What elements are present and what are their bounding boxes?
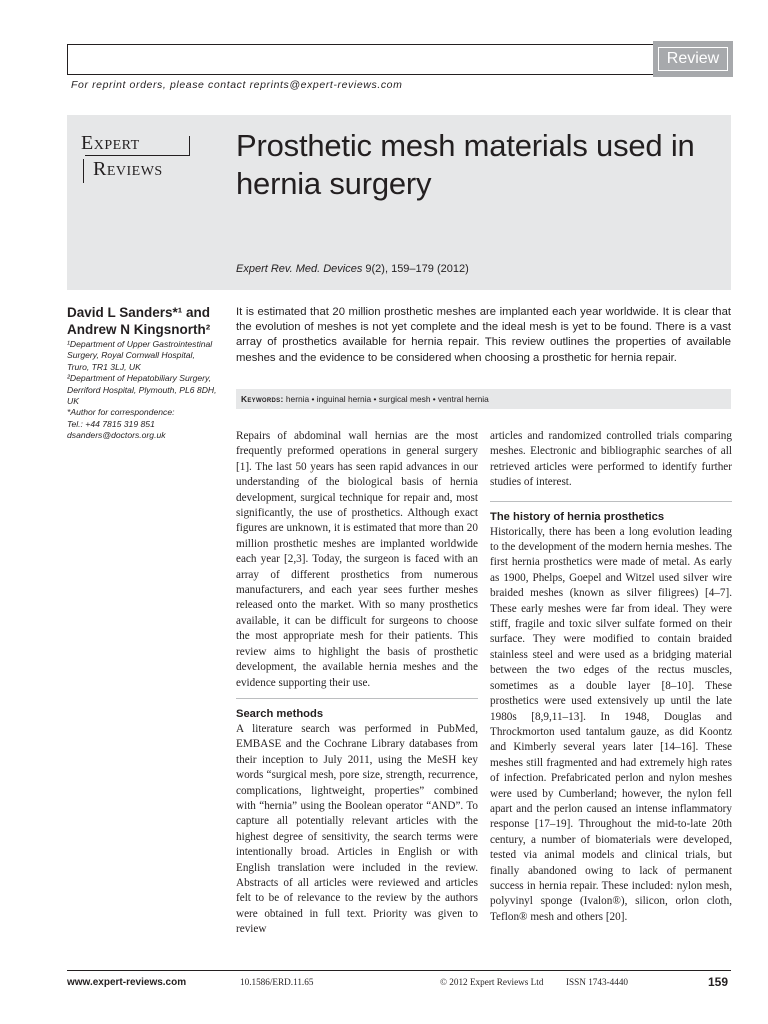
body-column-right: [490, 429, 732, 925]
author-block: [67, 304, 227, 442]
section-heading: Search methods: [236, 698, 478, 722]
affiliation-line: Truro, TR1 3LJ, UK: [67, 361, 141, 372]
affiliation-line: UK: [67, 396, 79, 407]
page-number: 159: [708, 975, 729, 989]
abstract: It is estimated that 20 million prosthetic meshes are implanted each year worldwide. It is clear that the evolution of meshes is not yet complete and the ideal mesh is yet to be found. There is a vast array of prosthetics available for hernia repair. This review outlines the properties of available meshes and the evidence to be considered when choosing a prosthetic for hernia repair.: [236, 306, 731, 364]
keywords-label: Keywords:: [241, 394, 284, 404]
author-name: Andrew N Kingsnorth²: [67, 322, 211, 337]
citation-volume: 9(2), 159–179 (2012): [362, 263, 469, 275]
keywords-bar: [236, 389, 731, 409]
affiliation-line: Derriford Hospital, Plymouth, PL6 8DH,: [67, 384, 217, 395]
citation-journal: Expert Rev. Med. Devices: [236, 263, 363, 275]
affiliation-line: *Author for correspondence:: [67, 407, 175, 418]
footer-website-link[interactable]: www.expert-reviews.com: [67, 977, 187, 988]
article-type-label: Review: [658, 47, 728, 71]
logo-word-reviews: Reviews: [93, 158, 163, 180]
history-paragraph: Historically, there has been a long evolution leading to the development of the modern hernia meshes. The first hernia prosthetics were made of metal. As early as 1900, Phelps, Goepel and Witzel used silver wire braided meshes (known as silver filigrees) [4–7]. These early meshes were far from ideal. They were stiff, fragile and toxic silver sulfate formed on their surface. They were modified to contain braided stainless steel and were used as a bridging material between the two edges of the rectus muscles, sometimes as a double layer [8–10]. These prosthetics were used extensively up until the late 1980s [8,9,11–13]. In 1948, Douglas and Throckmorton used tantalum gauze, as did Koontz and Kimberly several years later [14–16]. These meshes still fragmented and had extremely high rates of infection. Prefabricated perlon and nylon meshes were used by Cumberland; however, the nylon fell apart and the perlon caused an intense inflammatory response [17–19]. Throughout the mid-to-late 20th century, a number of biomaterials were developed, tested via animal models and clinical trials, but finally abandoned owing to lack of permanent success in hernia repair. These included: nylon mesh, polyvinyl sponge (Ivalon®), silicon, orlon cloth, Teflon® mesh and others [20].: [490, 525, 732, 923]
search-methods-paragraph: A literature search was performed in PubMed, EMBASE and the Cochrane Library databases from their inception to July 2011, using the MeSH key words “surgical mesh, pore size, strength, recurrence, complications, lightweight, properties” combined with “hernia” using the Boolean operator “AND”. To capture all potentially relevant articles with the highest degree of sensitivity, the search terms were intentionally broad. Articles in English or with English translation were included in the review. Abstracts of all articles were reviewed and articles felt to be of relevance to the review by the authors were obtained in full text. Priority was given to review: [236, 722, 478, 936]
footer-copyright: © 2012 Expert Reviews Ltd: [440, 977, 544, 987]
journal-logo: [81, 132, 199, 186]
logo-word-expert: Expert: [81, 132, 140, 154]
article-title: Prosthetic mesh materials used in hernia surgery: [236, 128, 695, 201]
footer-rule: [67, 970, 731, 971]
affiliations: [67, 339, 227, 442]
keywords-list: hernia • inguinal hernia • surgical mesh • ventral hernia: [285, 394, 489, 404]
affiliation-line: Surgery, Royal Cornwall Hospital,: [67, 350, 195, 361]
citation: [236, 263, 469, 275]
affiliation-line: Tel.: +44 7815 319 851: [67, 418, 155, 429]
title-banner: [67, 115, 731, 290]
reprint-notice: For reprint orders, please contact reprints@expert-reviews.com: [71, 79, 403, 91]
author-names: [67, 304, 227, 338]
section-heading: The history of hernia prosthetics: [490, 501, 732, 525]
header-frame: [67, 44, 730, 75]
footer-issn: ISSN 1743-4440: [566, 977, 629, 987]
correspondence-email[interactable]: dsanders@doctors.org.uk: [67, 430, 166, 441]
continuation-paragraph: articles and randomized controlled trials comparing meshes. Electronic and bibliographic searches of all retrieved articles were performed to identify further studies of interest.: [490, 430, 732, 489]
affiliation-line: ²Department of Hepatobiliary Surgery,: [67, 373, 212, 384]
footer-doi: 10.1586/ERD.11.65: [240, 977, 314, 987]
author-name: David L Sanders*¹ and: [67, 305, 211, 320]
intro-paragraph: Repairs of abdominal wall hernias are the most frequently preformed operations in general surgery [1]. The last 50 years has seen rapid advances in our understanding of the biological basis of hernia development, surgical technique for repair and, most significantly, the use of prosthetics. Although exact figures are unknown, it is estimated that more than 20 million prosthetic meshes are implanted worldwide each year [2,3]. Today, the surgeon is faced with an array of different prosthetics from numerous manufacturers, and each year sees further meshes released onto the market. With so many prosthetics available, it can be difficult for surgeons to choose the most appropriate mesh for their patients. This review aims to highlight the basis of prosthetic development, the available hernia meshes and the evidence supporting their use.: [236, 430, 478, 689]
article-type-tab: [653, 41, 733, 77]
affiliation-line: ¹Department of Upper Gastrointestinal: [67, 339, 213, 349]
body-column-left: [236, 429, 478, 938]
